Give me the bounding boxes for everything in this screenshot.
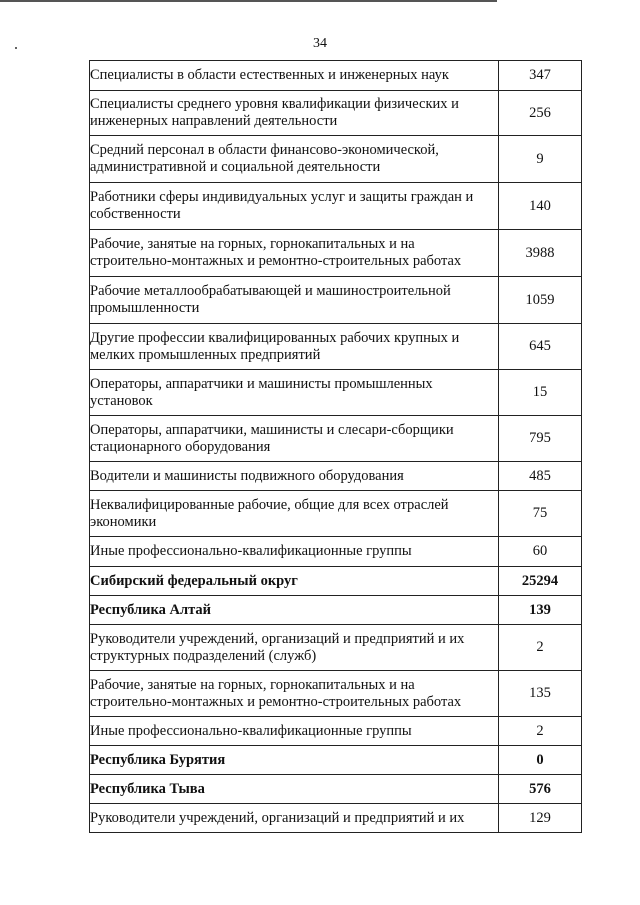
- row-value: 1059: [499, 277, 582, 324]
- row-value: 9: [499, 136, 582, 183]
- row-value: 347: [499, 61, 582, 91]
- row-label: Специалисты в области естественных и инженерных наук: [90, 61, 499, 91]
- table-row: [90, 537, 582, 567]
- row-label: Рабочие металлообрабатывающей и машиностроительной промышленности: [90, 277, 499, 324]
- row-value: 2: [499, 625, 582, 671]
- row-label: Средний персонал в области финансово-экономической, административной и социальной деятельности: [90, 136, 499, 183]
- row-label: Руководители учреждений, организаций и предприятий и их: [90, 804, 499, 833]
- row-value: 129: [499, 804, 582, 833]
- table-row: [90, 625, 582, 671]
- row-label: Операторы, аппаратчики, машинисты и слесари-сборщики стационарного оборудования: [90, 416, 499, 462]
- table-row: [90, 230, 582, 277]
- row-label: Специалисты среднего уровня квалификации физических и инженерных направлений деятельности: [90, 91, 499, 136]
- table-row: [90, 596, 582, 625]
- top-border-line: [0, 0, 497, 2]
- row-label: Республика Бурятия: [90, 746, 499, 775]
- table-row: [90, 804, 582, 833]
- row-value: 135: [499, 671, 582, 717]
- row-value: 140: [499, 183, 582, 230]
- row-label: Рабочие, занятые на горных, горнокапитальных и на строительно-монтажных и ремонтно-строительных работах: [90, 671, 499, 717]
- row-value: 485: [499, 462, 582, 491]
- row-label: Иные профессионально-квалификационные группы: [90, 717, 499, 746]
- row-label: Иные профессионально-квалификационные группы: [90, 537, 499, 567]
- row-value: 139: [499, 596, 582, 625]
- row-value: 75: [499, 491, 582, 537]
- row-label: Неквалифицированные рабочие, общие для всех отраслей экономики: [90, 491, 499, 537]
- table-row: [90, 717, 582, 746]
- table-row: [90, 746, 582, 775]
- table-row: [90, 671, 582, 717]
- row-value: 0: [499, 746, 582, 775]
- row-value: 60: [499, 537, 582, 567]
- table-row: [90, 491, 582, 537]
- row-label: Рабочие, занятые на горных, горнокапитальных и на строительно-монтажных и ремонтно-строительных работах: [90, 230, 499, 277]
- row-value: 645: [499, 324, 582, 370]
- table-row: [90, 416, 582, 462]
- row-label: Республика Тыва: [90, 775, 499, 804]
- row-label: Операторы, аппаратчики и машинисты промышленных установок: [90, 370, 499, 416]
- table-row: [90, 183, 582, 230]
- table-row: [90, 61, 582, 91]
- row-label: Работники сферы индивидуальных услуг и защиты граждан и собственности: [90, 183, 499, 230]
- table-row: [90, 567, 582, 596]
- table-row: [90, 370, 582, 416]
- row-value: 576: [499, 775, 582, 804]
- table-row: [90, 775, 582, 804]
- row-label: Сибирский федеральный округ: [90, 567, 499, 596]
- row-value: 256: [499, 91, 582, 136]
- table-row: [90, 277, 582, 324]
- table-row: [90, 91, 582, 136]
- row-value: 2: [499, 717, 582, 746]
- statistics-table: [89, 60, 582, 833]
- table-body: [90, 61, 582, 833]
- table-row: [90, 136, 582, 183]
- row-value: 795: [499, 416, 582, 462]
- row-value: 3988: [499, 230, 582, 277]
- row-label: Водители и машинисты подвижного оборудования: [90, 462, 499, 491]
- page-number: 34: [313, 36, 327, 51]
- row-label: Руководители учреждений, организаций и предприятий и их структурных подразделений (служб): [90, 625, 499, 671]
- row-value: 15: [499, 370, 582, 416]
- row-label: Другие профессии квалифицированных рабочих крупных и мелких промышленных предприятий: [90, 324, 499, 370]
- table-row: [90, 462, 582, 491]
- table-row: [90, 324, 582, 370]
- row-label: Республика Алтай: [90, 596, 499, 625]
- row-value: 25294: [499, 567, 582, 596]
